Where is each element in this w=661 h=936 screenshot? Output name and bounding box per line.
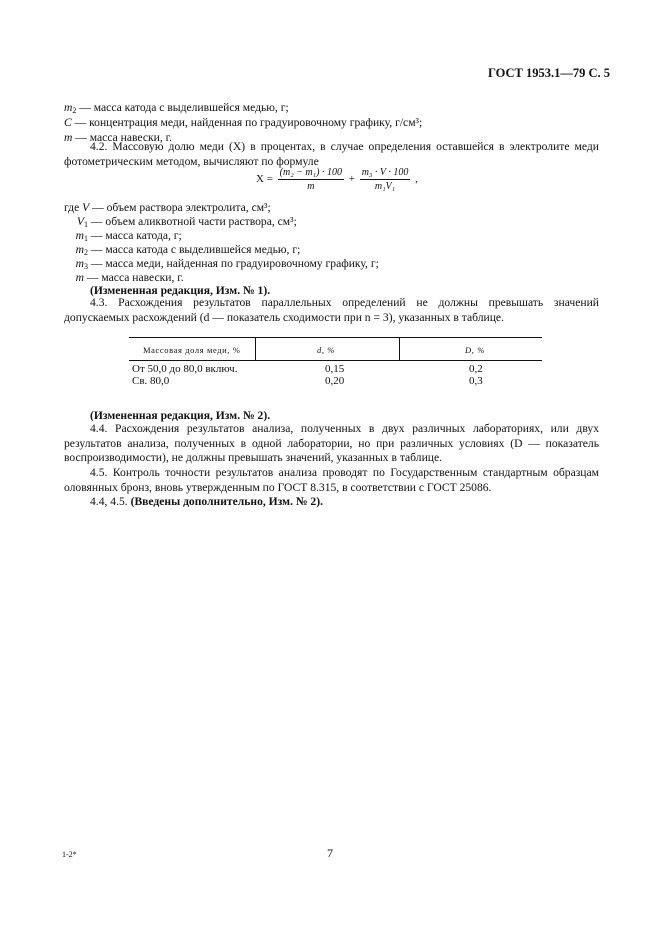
revision-note-2: (Измененная редакция, Изм. № 2). bbox=[90, 409, 271, 422]
table-divider bbox=[399, 338, 400, 360]
table-cell: От 50,0 до 80,0 включ. bbox=[132, 363, 238, 375]
formula-lhs: X = bbox=[256, 173, 273, 186]
table-cell: 0,15 bbox=[325, 363, 345, 375]
table-cell: Св. 80,0 bbox=[132, 375, 170, 387]
definition-line: $m_2$ — масса катода с выделившейся медью, г; bbox=[64, 101, 289, 115]
formula-fraction-1: $\frac{\text{(m₂ − m₁) · 100}}{m}$ bbox=[279, 167, 342, 192]
where-line: m — масса навески, г. bbox=[75, 271, 184, 284]
table-cell: 0,2 bbox=[469, 363, 483, 375]
table-header-d: d, % bbox=[317, 345, 335, 355]
where-line: $V_1$ — объем аликвотной части раствора, см³; bbox=[76, 215, 297, 229]
revision-note-1: (Измененная редакция, Изм. № 1). bbox=[90, 284, 271, 297]
table-header-D: D, % bbox=[465, 345, 485, 355]
table-cell: 0,3 bbox=[469, 375, 483, 387]
formula: X = $\frac{\text{(m₂ − m₁) · 100}}{m}$ + $\frac{\text{m₃ · V · 100}}{\text{m₁V₁}}$ , bbox=[256, 167, 418, 192]
page-number: 7 bbox=[327, 846, 333, 860]
paragraph-4-2: 4.2. Массовую долю меди (X) в процентах, в случае определения оставшейся в электролите меди фотометрическим методом, вычисляют по формуле bbox=[64, 140, 599, 168]
definition-line: C — концентрация меди, найденная по градуировочному графику, г/см³; bbox=[64, 116, 423, 129]
formula-fraction-2: $\frac{\text{m₃ · V · 100}}{\text{m₁V₁}}$ bbox=[361, 167, 409, 192]
paragraph-4-5: 4.5. Контроль точности результатов анализа проводят по Государственным стандартным образцам оловянных бронз, вновь утвержденным по ГОСТ 8.315, в соответствии с ГОСТ 25086. bbox=[64, 466, 599, 494]
formula-plus: + bbox=[348, 173, 355, 186]
table-cell: 0,20 bbox=[325, 375, 345, 387]
table-top-rule bbox=[129, 337, 542, 338]
document-header: ГОСТ 1953.1—79 С. 5 bbox=[487, 66, 610, 80]
table-divider bbox=[255, 338, 256, 360]
footer-signature: 1-2* bbox=[62, 850, 77, 859]
where-line: $m_2$ — масса катода с выделившейся медью, г; bbox=[75, 243, 301, 257]
where-line: $m_3$ — масса меди, найденная по градуировочному графику, г; bbox=[75, 257, 379, 271]
paragraph-4-3: 4.3. Расхождения результатов параллельных определений не должны превышать значений допускаемых расхождений (d — показатель сходимости при n = 3), указанных в таблице. bbox=[64, 296, 599, 324]
where-line: где V — объем раствора электролита, см³; bbox=[64, 201, 271, 214]
table-header-rule bbox=[129, 360, 542, 361]
definition-line: m — масса навески, г. bbox=[64, 131, 172, 144]
addition-note: 4.4, 4.5. (Введены дополнительно, Изм. № 2). bbox=[90, 495, 323, 508]
where-line: $m_1$ — масса катода, г; bbox=[75, 229, 182, 243]
table-header-mass-fraction: Массовая доля меди, % bbox=[143, 345, 241, 355]
paragraph-4-4: 4.4. Расхождения результатов анализа, полученных в двух различных лабораториях, или двух результатов анализа, полученных в одной лаборатории, но при различных условиях (D — показатель воспроизводимости), не должны превышать значений, указанных в таблице. bbox=[64, 422, 599, 465]
